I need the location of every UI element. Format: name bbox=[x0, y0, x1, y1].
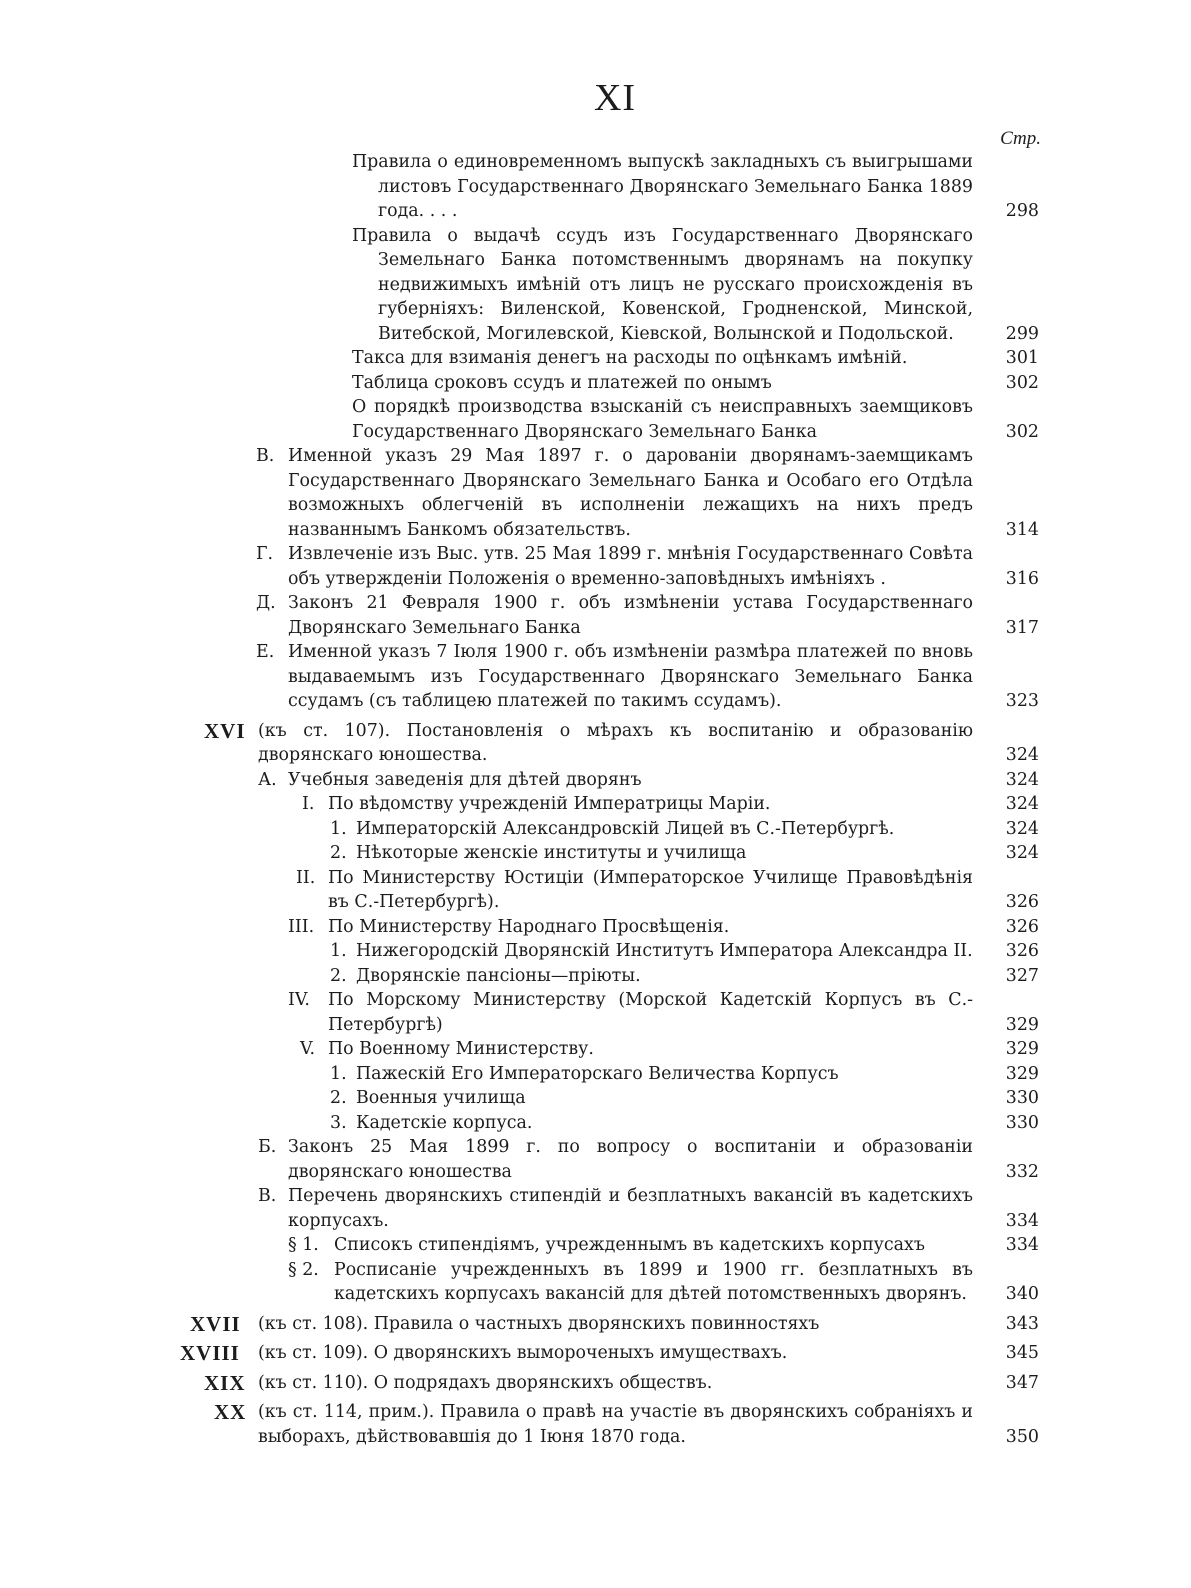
toc-entry bbox=[0, 640, 1191, 714]
toc-entry-page: 298 bbox=[1005, 201, 1039, 221]
toc-section bbox=[0, 1312, 1191, 1337]
toc-entry-text: Императорскій Александровскій Лицей въ С.-Петербургѣ. bbox=[356, 818, 895, 839]
toc-entry bbox=[0, 591, 1191, 640]
toc-entry-page: 334 bbox=[1005, 1235, 1039, 1255]
toc-section-numeral: XVI bbox=[204, 718, 246, 743]
toc-entry bbox=[0, 1258, 1191, 1307]
toc-entry-marker: Е. bbox=[256, 642, 275, 662]
toc-entry-marker: 1. bbox=[330, 941, 347, 961]
toc-section-numeral: XVIII bbox=[180, 1341, 240, 1365]
toc-entry bbox=[0, 792, 1191, 817]
toc-entry-marker: V. bbox=[300, 1039, 316, 1059]
toc-entry-text: Списокъ стипендіямъ, учрежденнымъ въ кадетскихъ корпусахъ bbox=[334, 1235, 925, 1255]
toc-entry-page: 314 bbox=[1005, 519, 1039, 540]
toc-entry bbox=[0, 866, 1191, 915]
toc-entry bbox=[0, 542, 1191, 591]
toc-entry-text: Перечень дворянскихъ стипендій и безплатныхъ вакансій въ кадетскихъ корпусахъ. bbox=[288, 1186, 973, 1231]
toc-entry-marker: В. bbox=[256, 446, 275, 466]
toc-entry-marker: § 2. bbox=[288, 1259, 319, 1280]
toc-entry-text: Такса для взиманія денегъ на расходы по оцѣнкамъ имѣній. bbox=[352, 348, 908, 368]
toc-entry-text: По Министерству Юстиціи (Императорское Училище Правовѣдѣнія въ С.-Петербургѣ). bbox=[328, 867, 973, 912]
toc-entry-page: 324 bbox=[1005, 843, 1039, 863]
toc-entry-text: (къ ст. 109). О дворянскихъ вымороченыхъ имуществахъ. bbox=[258, 1343, 788, 1363]
toc-section bbox=[0, 1341, 1191, 1366]
toc-entry-text: Дворянскіе пансіоны—пріюты. bbox=[356, 965, 641, 986]
toc-entry-page: 350 bbox=[1005, 1426, 1039, 1447]
toc-entry-text: Пажескій Его Императорскаго Величества Корпусъ bbox=[356, 1063, 839, 1084]
toc-entry-page: 327 bbox=[1005, 965, 1039, 986]
toc-entry-text: По вѣдомству учрежденій Императрицы Маріи. bbox=[328, 794, 771, 814]
toc-entry-page: 301 bbox=[1005, 348, 1039, 368]
toc-entry bbox=[0, 1135, 1191, 1184]
toc-entry bbox=[0, 1184, 1191, 1233]
toc-entry-text: Нижегородскій Дворянскій Институтъ Императора Александра II. bbox=[356, 941, 973, 961]
toc-entry-marker: III. bbox=[288, 916, 315, 937]
toc-entry-text: Законъ 21 Февраля 1900 г. объ измѣненіи устава Государственнаго Дворянскаго Земельнаго Банка bbox=[288, 593, 973, 638]
toc-entry bbox=[0, 1086, 1191, 1111]
toc-entry-page: 329 bbox=[1005, 1063, 1039, 1084]
toc-entry-page: 324 bbox=[1005, 794, 1039, 814]
toc-entry-page: 324 bbox=[1005, 745, 1039, 765]
toc-entry bbox=[0, 444, 1191, 542]
toc-entry-text: По Министерству Народнаго Просвѣщенія. bbox=[328, 916, 730, 937]
toc-section bbox=[0, 1400, 1191, 1449]
toc-entry bbox=[0, 395, 1191, 444]
toc-entry-page: 324 bbox=[1005, 818, 1039, 839]
toc-entry bbox=[0, 150, 1191, 224]
toc-entry-text: (къ ст. 107). Постановленія о мѣрахъ къ воспитанію и образованію дворянскаго юношества. bbox=[258, 720, 973, 765]
toc-entry-marker: Б. bbox=[258, 1137, 277, 1157]
toc-entry-text: Росписаніе учрежденныхъ въ 1899 и 1900 гг. безплатныхъ въ кадетскихъ корпусахъ вакансій для дѣтей потомственныхъ дворянъ. bbox=[334, 1259, 973, 1304]
toc-entry-marker: 3. bbox=[330, 1112, 347, 1133]
toc-entry-page: 343 bbox=[1005, 1313, 1039, 1334]
toc-entry-page: 324 bbox=[1005, 769, 1039, 790]
toc-entry-page: 340 bbox=[1005, 1284, 1039, 1304]
toc-entry-page: 326 bbox=[1005, 916, 1039, 937]
toc-entry-marker: 1. bbox=[330, 1063, 347, 1084]
toc-entry-marker: 2. bbox=[330, 843, 347, 863]
toc-entry bbox=[0, 1233, 1191, 1258]
toc-entry-page: 317 bbox=[1005, 617, 1039, 638]
toc-entry-text: Именной указъ 7 Іюля 1900 г. объ измѣненіи размѣра платежей по вновь выдаваемымъ изъ Государственнаго Дворянскаго Земельнаго Банка ссудамъ (съ таблицею платежей по такимъ ссудамъ). bbox=[288, 642, 973, 711]
toc-section-numeral: XIX bbox=[204, 1370, 246, 1395]
toc-entry-text: Именной указъ 29 Мая 1897 г. о дарованіи дворянамъ-заемщикамъ Государственнаго Дворянскаго Земельнаго Банка и Особаго его Отдѣла возможныхъ облегченій въ исполненіи лежащихъ на нихъ предъ названнымъ Банкомъ обязательствъ. bbox=[288, 446, 973, 540]
toc-entry-page: 330 bbox=[1005, 1112, 1039, 1133]
toc-entry-page: 334 bbox=[1005, 1210, 1039, 1231]
toc-entry-marker: В. bbox=[258, 1186, 277, 1206]
toc-entry bbox=[0, 768, 1191, 793]
toc-entry bbox=[0, 841, 1191, 866]
toc-entry bbox=[0, 964, 1191, 989]
toc-entry-page: 330 bbox=[1005, 1088, 1039, 1108]
toc-entry-text: Извлеченіе изъ Выс. утв. 25 Мая 1899 г. мнѣнія Государственнаго Совѣта объ утвержденіи Положенія о временно-заповѣдныхъ имѣніяхъ . bbox=[288, 544, 973, 589]
toc-entry-text: Таблица сроковъ ссудъ и платежей по онымъ bbox=[352, 372, 772, 393]
toc-entry bbox=[0, 224, 1191, 347]
toc-entry-text: Правила о единовременномъ выпускѣ закладныхъ съ выигрышами листовъ Государственнаго Дворянскаго Земельнаго Банка 1889 года. . . . bbox=[352, 152, 973, 221]
toc-entry-marker: IV. bbox=[288, 990, 310, 1010]
toc-entry-page: 299 bbox=[1005, 323, 1039, 344]
toc-entry-marker: Г. bbox=[256, 544, 274, 564]
toc-section bbox=[0, 1371, 1191, 1396]
toc-entry-page: 347 bbox=[1005, 1372, 1039, 1393]
toc-entry bbox=[0, 939, 1191, 964]
toc-entry-page: 316 bbox=[1005, 568, 1039, 589]
toc-entry-page: 302 bbox=[1005, 421, 1039, 442]
toc-entry bbox=[0, 1111, 1191, 1136]
toc-entry bbox=[0, 915, 1191, 940]
toc-entry bbox=[0, 1037, 1191, 1062]
toc-entry-page: 345 bbox=[1005, 1343, 1039, 1363]
toc-entry bbox=[0, 988, 1191, 1037]
toc-entry-marker: 1. bbox=[330, 818, 347, 839]
toc-entry-page: 329 bbox=[1005, 1039, 1039, 1059]
toc-entry bbox=[0, 1062, 1191, 1087]
toc-section bbox=[0, 719, 1191, 768]
toc-entry-text: По Морскому Министерству (Морской Кадетскій Корпусъ въ С.-Петербургѣ) bbox=[328, 990, 973, 1035]
toc-entry-marker: II. bbox=[296, 867, 316, 888]
toc-entry bbox=[0, 346, 1191, 371]
toc-entry-marker: А. bbox=[258, 769, 277, 790]
toc-entry-text: (къ ст. 108). Правила о частныхъ дворянскихъ повинностяхъ bbox=[258, 1313, 820, 1334]
toc-entry-marker: I. bbox=[302, 794, 315, 814]
toc-entry-text: Военныя училища bbox=[356, 1088, 526, 1108]
table-of-contents bbox=[0, 150, 1191, 1449]
toc-entry-text: Правила о выдачѣ ссудъ изъ Государственнаго Дворянскаго Земельнаго Банка потомственнымъ дворянамъ на покупку недвижимыхъ имѣній отъ лицъ не русскаго происхожденія въ губерніяхъ: Виленской, Ковенской, Гродненской, Минской, Витебской, Могилевской, Кіевской, Волынской и Подольской. bbox=[352, 225, 973, 344]
toc-entry bbox=[0, 371, 1191, 396]
toc-entry-page: 332 bbox=[1005, 1161, 1039, 1182]
toc-entry-page: 329 bbox=[1005, 1014, 1039, 1035]
toc-entry-marker: Д. bbox=[256, 593, 276, 613]
toc-entry-text: О порядкѣ производства взысканій съ неисправныхъ заемщиковъ Государственнаго Дворянскаго Земельнаго Банка bbox=[352, 397, 973, 442]
page-column-label: Стр. bbox=[1000, 128, 1041, 149]
toc-entry-page: 302 bbox=[1005, 372, 1039, 393]
toc-entry bbox=[0, 817, 1191, 842]
toc-entry-marker: 2. bbox=[330, 1088, 347, 1108]
toc-entry-text: Кадетскіе корпуса. bbox=[356, 1112, 533, 1133]
toc-entry-text: (къ ст. 114, прим.). Правила о правѣ на участіе въ дворянскихъ собраніяхъ и выборахъ, дѣйствовавшія до 1 Іюня 1870 года. bbox=[258, 1402, 973, 1447]
toc-entry-marker: 2. bbox=[330, 965, 347, 986]
toc-section-numeral: XVII bbox=[190, 1311, 241, 1336]
toc-entry-text: (къ ст. 110). О подрядахъ дворянскихъ обществъ. bbox=[258, 1372, 713, 1393]
toc-entry-page: 323 bbox=[1005, 691, 1039, 711]
toc-entry-text: Нѣкоторые женскіе институты и училища bbox=[356, 843, 747, 863]
toc-entry-text: По Военному Министерству. bbox=[328, 1039, 594, 1059]
toc-entry-page: 326 bbox=[1005, 941, 1039, 961]
page-number: XI bbox=[593, 77, 637, 119]
toc-entry-page: 326 bbox=[1005, 892, 1039, 912]
toc-entry-marker: § 1. bbox=[288, 1235, 319, 1255]
toc-section-numeral: XX bbox=[214, 1400, 247, 1424]
toc-entry-text: Законъ 25 Мая 1899 г. по вопросу о воспитаніи и образованіи дворянскаго юношества bbox=[288, 1137, 973, 1182]
toc-entry-text: Учебныя заведенія для дѣтей дворянъ bbox=[288, 769, 642, 790]
